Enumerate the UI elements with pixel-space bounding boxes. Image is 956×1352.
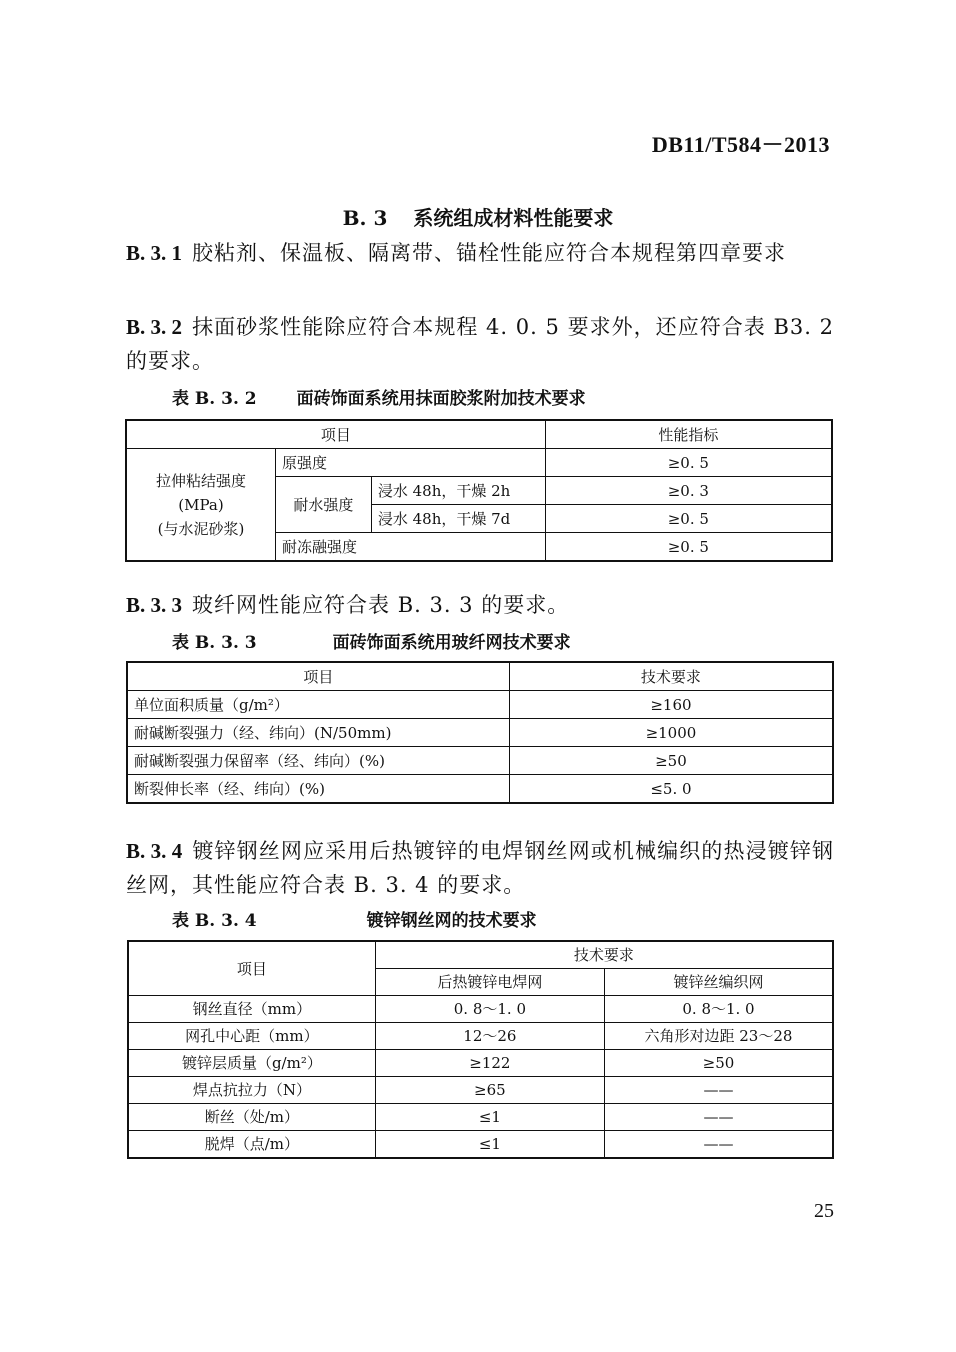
header-value: 性能指标 — [545, 420, 832, 449]
table-row — [127, 775, 833, 804]
row-item: 断丝（处/m） — [128, 1104, 375, 1131]
row-woven-value: —— — [604, 1077, 833, 1104]
table-caption-b-3-2 — [172, 384, 586, 409]
clause-text: 镀锌钢丝网应采用后热镀锌的电焊钢丝网或机械编织的热浸镀锌钢丝网，其性能应符合表 B. 3. 4 的要求。 — [126, 839, 834, 897]
table-row — [127, 719, 833, 747]
table-number: 表 B. 3. 2 — [172, 389, 257, 409]
freeze-thaw-strength-label: 耐冻融强度 — [275, 533, 545, 562]
table-number: 表 B. 3. 3 — [172, 633, 257, 653]
table-b-3-4 — [127, 940, 834, 1159]
header-group: 技术要求 — [375, 941, 833, 969]
row-item: 网孔中心距（mm） — [128, 1023, 375, 1050]
table-row — [128, 1050, 833, 1077]
group-label-line: (与水泥砂浆) — [157, 519, 245, 538]
row-item: 断裂伸长率（经、纬向）(%) — [127, 775, 509, 804]
table-row — [128, 996, 833, 1023]
table-title: 镀锌钢丝网的技术要求 — [366, 911, 537, 931]
row-woven-value: ≥50 — [604, 1050, 833, 1077]
row-welded-value: ≥122 — [375, 1050, 604, 1077]
row-welded-value: ≤1 — [375, 1104, 604, 1131]
row-woven-value: —— — [604, 1131, 833, 1159]
group-label-line: (MPa) — [178, 495, 224, 514]
table-caption-b-3-3 — [172, 628, 571, 653]
table-b-3-2 — [125, 419, 833, 562]
table-caption-b-3-4 — [172, 906, 537, 931]
row-welded-value: ≤1 — [375, 1131, 604, 1159]
paragraph-b-3-3 — [126, 588, 834, 622]
document-code: DB11/T584－2013 — [651, 132, 830, 157]
paragraph-b-3-2 — [126, 310, 834, 378]
tensile-bond-strength-label — [126, 449, 275, 562]
section-number: B. 3 — [342, 206, 388, 230]
section-title: 系统组成材料性能要求 — [413, 206, 614, 230]
table-row — [127, 747, 833, 775]
water-condition-7d: 浸水 48h，干燥 7d — [371, 505, 545, 533]
clause-number: B. 3. 3 — [126, 593, 183, 617]
paragraph-b-3-4 — [126, 834, 834, 902]
water-7d-value: ≥0. 5 — [545, 505, 832, 533]
table-title: 面砖饰面系统用玻纤网技术要求 — [332, 633, 571, 653]
row-item: 脱焊（点/m） — [128, 1131, 375, 1159]
header-item: 项目 — [126, 420, 545, 449]
row-woven-value: 0. 8～1. 0 — [604, 996, 833, 1023]
freeze-thaw-strength-value: ≥0. 5 — [545, 533, 832, 562]
table-row — [128, 1077, 833, 1104]
row-welded-value: 0. 8～1. 0 — [375, 996, 604, 1023]
clause-text: 抹面砂浆性能除应符合本规程 4. 0. 5 要求外，还应符合表 B3. 2 的要求。 — [126, 315, 835, 373]
table-title: 面砖饰面系统用抹面胶浆附加技术要求 — [296, 389, 586, 409]
header-item: 项目 — [128, 941, 375, 996]
group-label-line: 拉伸粘结强度 — [155, 471, 246, 490]
row-value: ≤5. 0 — [509, 775, 833, 804]
table-row — [127, 691, 833, 719]
row-value: ≥160 — [509, 691, 833, 719]
section-heading — [0, 202, 956, 231]
clause-number: B. 3. 1 — [126, 241, 183, 265]
water-strength-label: 耐水强度 — [275, 477, 371, 533]
table-number: 表 B. 3. 4 — [172, 911, 257, 931]
row-item: 耐碱断裂强力保留率（经、纬向）(%) — [127, 747, 509, 775]
clause-text: 玻纤网性能应符合表 B. 3. 3 的要求。 — [192, 593, 570, 617]
header-value: 技术要求 — [509, 662, 833, 691]
original-strength-value: ≥0. 5 — [545, 449, 832, 477]
row-woven-value: —— — [604, 1104, 833, 1131]
row-value: ≥1000 — [509, 719, 833, 747]
table-row — [128, 1023, 833, 1050]
row-welded-value: 12～26 — [375, 1023, 604, 1050]
water-2h-value: ≥0. 3 — [545, 477, 832, 505]
row-item: 焊点抗拉力（N） — [128, 1077, 375, 1104]
row-value: ≥50 — [509, 747, 833, 775]
paragraph-b-3-1 — [126, 236, 834, 270]
page-number: 25 — [814, 1200, 834, 1222]
header-item: 项目 — [127, 662, 509, 691]
clause-text: 胶粘剂、保温板、隔离带、锚栓性能应符合本规程第四章要求 — [192, 241, 787, 265]
row-item: 单位面积质量（g/m²） — [127, 691, 509, 719]
table-row — [128, 1104, 833, 1131]
clause-number: B. 3. 4 — [126, 839, 183, 863]
row-item: 镀锌层质量（g/m²） — [128, 1050, 375, 1077]
clause-number: B. 3. 2 — [126, 315, 183, 339]
original-strength-label: 原强度 — [275, 449, 545, 477]
table-row — [128, 1131, 833, 1159]
header-woven-mesh: 镀锌丝编织网 — [604, 969, 833, 996]
row-woven-value: 六角形对边距 23～28 — [604, 1023, 833, 1050]
row-welded-value: ≥65 — [375, 1077, 604, 1104]
header-welded-mesh: 后热镀锌电焊网 — [375, 969, 604, 996]
row-item: 钢丝直径（mm） — [128, 996, 375, 1023]
row-item: 耐碱断裂强力（经、纬向）(N/50mm) — [127, 719, 509, 747]
table-b-3-3 — [126, 661, 834, 804]
water-condition-2h: 浸水 48h，干燥 2h — [371, 477, 545, 505]
